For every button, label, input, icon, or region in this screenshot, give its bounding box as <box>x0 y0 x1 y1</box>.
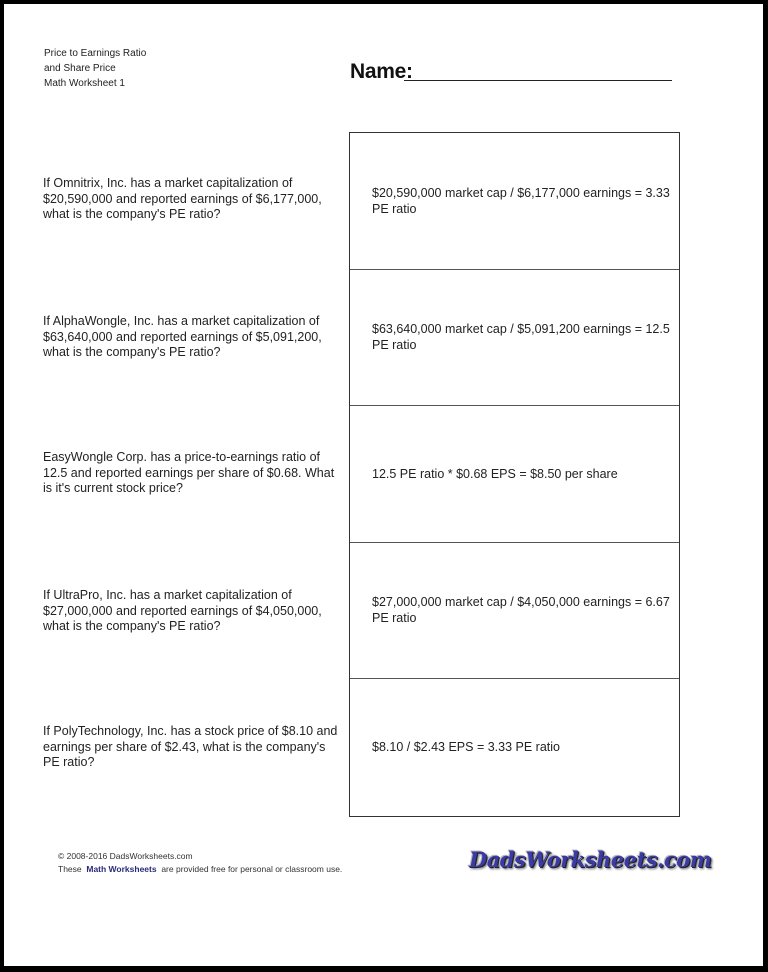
copyright-text: © 2008-2016 DadsWorksheets.com <box>58 851 193 861</box>
answer-box-4 <box>350 543 679 680</box>
name-field-line[interactable] <box>404 80 672 81</box>
answer-text: $20,590,000 market cap / $6,177,000 earnings = 3.33 PE ratio <box>372 185 670 216</box>
answer-box-1 <box>350 133 679 270</box>
title-line: Math Worksheet 1 <box>44 78 125 89</box>
answer-text: $8.10 / $2.43 EPS = 3.33 PE ratio <box>372 740 560 755</box>
question-4: If UltraPro, Inc. has a market capitalization of $27,000,000 and reported earnings of $4,050,000, what is the company's PE ratio? <box>43 588 322 633</box>
question-3: EasyWongle Corp. has a price-to-earnings ratio of 12.5 and reported earnings per share of $0.68. What is it's current stock price? <box>43 450 335 495</box>
name-label: Name: <box>350 60 413 83</box>
title-line: Price to Earnings Ratio <box>44 48 147 59</box>
answer-text: $27,000,000 market cap / $4,050,000 earnings = 6.67 PE ratio <box>372 595 670 626</box>
dadsworksheets-logo[interactable]: DadsWorksheets.com <box>469 847 712 872</box>
question-2: If AlphaWongle, Inc. has a market capitalization of $63,640,000 and reported earnings of $5,091,200, what is the company's PE ratio? <box>43 314 322 359</box>
answer-box-5 <box>350 679 679 816</box>
worksheet-page <box>4 4 763 966</box>
question-5: If PolyTechnology, Inc. has a stock price of $8.10 and earnings per share of $2.43, what is the company's PE ratio? <box>43 724 338 769</box>
answer-text: 12.5 PE ratio * $0.68 EPS = $8.50 per share <box>372 466 618 481</box>
title-line: and Share Price <box>44 63 116 74</box>
answer-box-3 <box>350 406 679 543</box>
answer-column <box>349 132 680 817</box>
footer <box>58 850 342 876</box>
answer-box-2 <box>350 270 679 407</box>
question-1: If Omnitrix, Inc. has a market capitalization of $20,590,000 and reported earnings of $6,177,000, what is the company's PE ratio? <box>43 176 322 221</box>
answer-text: $63,640,000 market cap / $5,091,200 earnings = 12.5 PE ratio <box>372 322 670 353</box>
math-worksheets-link[interactable]: Math Worksheets <box>86 864 157 874</box>
usage-notice: These Math Worksheets are provided free for personal or classroom use. <box>58 864 343 874</box>
worksheet-title <box>44 46 146 91</box>
